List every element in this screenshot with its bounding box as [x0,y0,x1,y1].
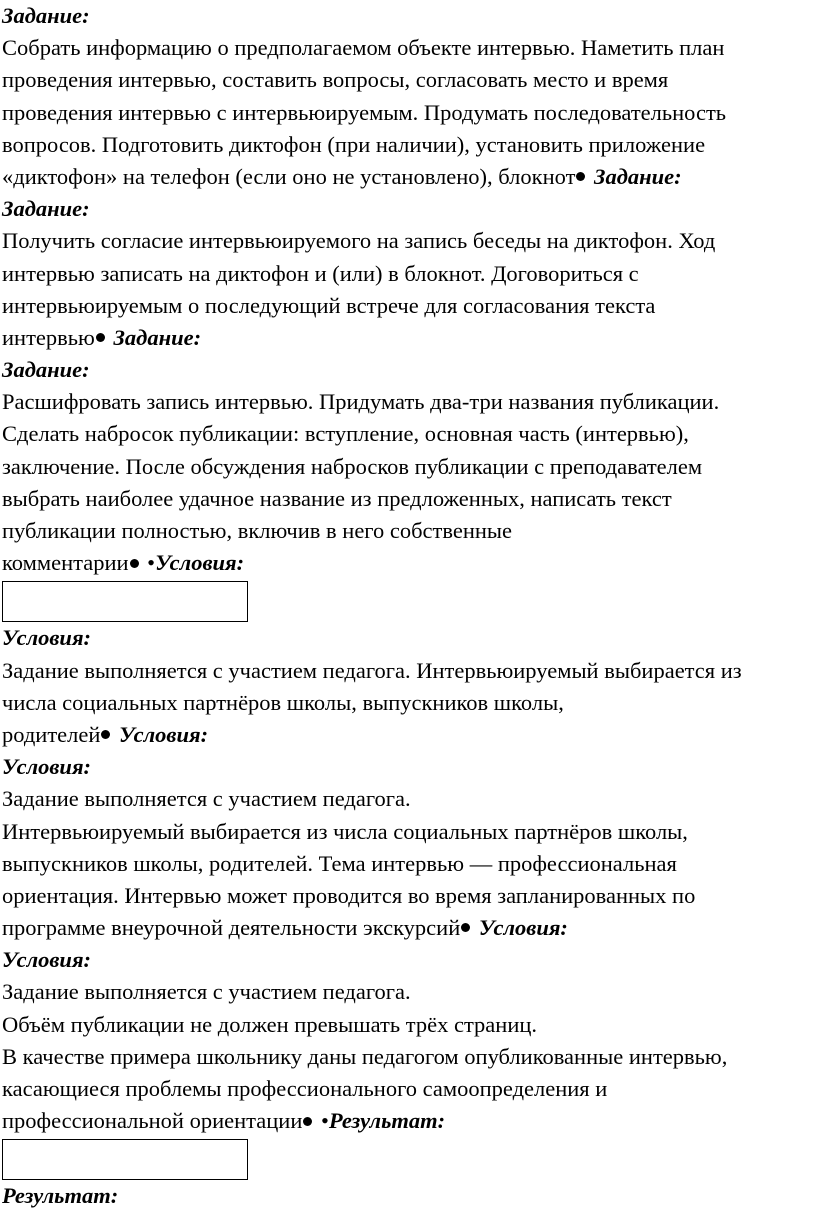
cond2-line-5 [2,912,814,944]
cond2-line-3: выпускников школы, родителей. Тема интервью — профессиональная [2,850,677,876]
conditions-heading: Условия: [2,625,92,651]
bullet-icon [101,730,110,739]
cond1-line-3-text: родителей [2,721,101,747]
task2-line-4 [2,322,814,354]
bullet-glyph: • [147,550,156,576]
bullet-icon [303,1117,312,1126]
conditions-heading-inline: Условия: [155,550,245,576]
task1-line-2: проведения интервью, составить вопросы, согласовать место и время [2,67,669,93]
task-heading: Задание: [2,357,90,383]
cond3-line-4: касающиеся проблемы профессионального самоопределения и [2,1076,608,1101]
result-heading: Результат: [2,1183,119,1209]
cond1-line-3 [2,719,814,751]
cond1-line-1: Задание выполняется с участием педагога. Интервьюируемый выбирается из [2,657,742,683]
bullet-icon [96,333,105,342]
cond3-line-3: В качестве примера школьнику даны педагогом опубликованные интервью, [2,1043,728,1069]
task2-line-2: интервью записать на диктофон и (или) в блокнот. Договориться с [2,260,639,286]
task3-line-6 [2,547,814,579]
bullet-icon [130,559,139,568]
empty-table-cell [2,1139,248,1180]
result-heading-inline: Результат: [328,1108,446,1134]
task-heading-inline: Задание: [113,324,202,350]
task1-line-5-text: «диктофон» на телефон (если оно не установлено), блокнот [2,163,576,189]
cond2-line-2: Интервьюируемый выбирается из числа социальных партнёров школы, [2,818,688,844]
task3-line-2: Сделать набросок публикации: вступление, основная часть (интервью), [2,421,689,447]
task-heading: Задание: [2,196,90,222]
bullet-icon [576,172,585,181]
task1-line-1: Собрать информацию о предполагаемом объекте интервью. Наметить план [2,35,725,61]
conditions-heading-inline: Условия: [119,721,209,747]
cond3-line-5 [2,1105,814,1137]
cond2-line-1: Задание выполняется с участием педагога. [2,786,411,812]
task-heading: Задание: [2,3,90,28]
task3-line-3: заключение. После обсуждения набросков публикации с преподавателем [2,453,703,479]
task-heading-inline: Задание: [594,163,682,189]
cond1-line-2: числа социальных партнёров школы, выпускников школы, [2,689,564,715]
task1-line-5 [2,161,814,193]
document-page [2,0,814,1213]
cond2-line-5-text: программе внеурочной деятельности экскурсий [2,915,461,941]
task3-line-1: Расшифровать запись интервью. Придумать два-три названия публикации. [2,389,720,415]
task1-line-4: вопросов. Подготовить диктофон (при наличии), установить приложение [2,131,706,157]
cond3-line-5-text: профессиональной ориентации [2,1108,303,1134]
task3-line-5: публикации полностью, включив в него собственные [2,518,513,543]
task3-line-6-text: комментарии [2,550,129,576]
task2-line-3: интервьюируемым о последующий встрече для согласования текста [2,292,656,318]
bullet-glyph: • [321,1108,329,1134]
task2-line-4-text: интервью [2,324,95,350]
task2-line-1: Получить согласие интервьюируемого на запись беседы на диктофон. Ход [2,228,716,254]
task3-line-4: выбрать наиболее удачное название из предложенных, написать текст [2,485,672,511]
conditions-heading: Условия: [2,947,92,973]
cond2-line-4: ориентация. Интервью может проводится во время запланированных по [2,882,696,908]
empty-table-cell [2,581,248,622]
task1-line-3: проведения интервью с интервьюируемым. Продумать последовательность [2,99,727,125]
bullet-icon [461,923,470,932]
conditions-heading-inline: Условия: [478,915,568,941]
cond3-line-1: Задание выполняется с участием педагога. [2,979,411,1005]
conditions-heading: Условия: [2,754,92,780]
cond3-line-2: Объём публикации не должен превышать трёх страниц. [2,1011,538,1037]
